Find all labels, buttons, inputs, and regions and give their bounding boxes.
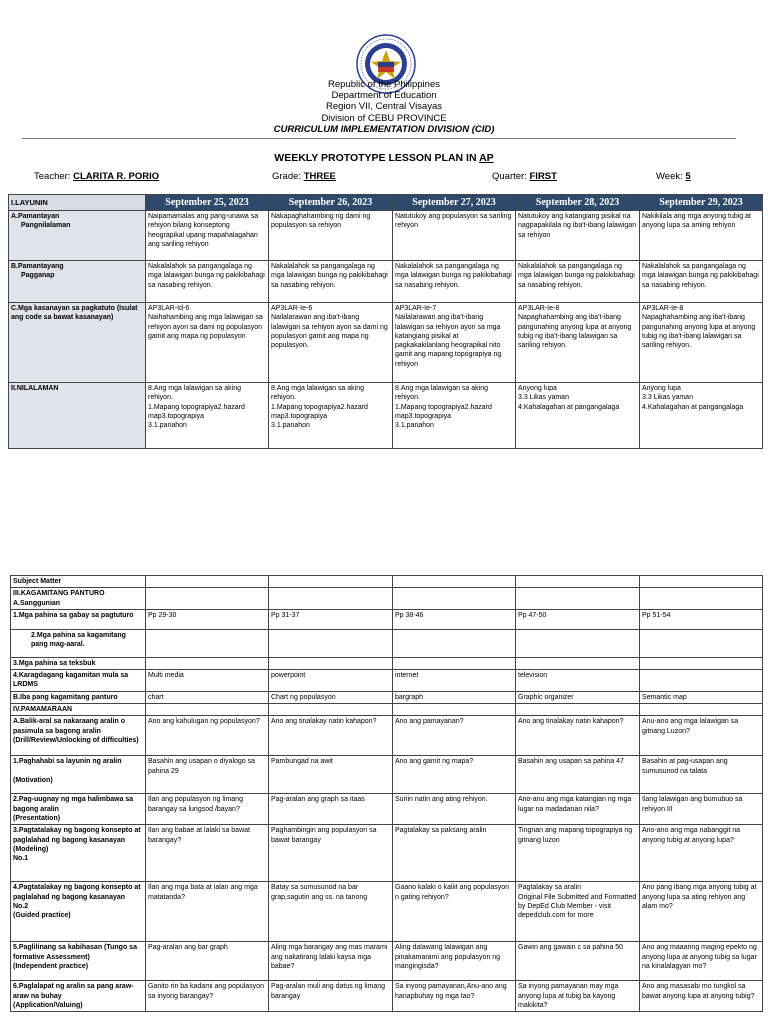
- table-cell: [640, 629, 763, 657]
- table-cell: Ano ang kahulugan ng populasyon?: [146, 716, 269, 756]
- table-cell: Ano ang maaaring maging epekto ng anyong lupa at anyong tubig sa lugar na kinalalagyan mo?: [640, 942, 763, 981]
- procedure-table: [10, 575, 763, 1012]
- table-cell: Nakalalahok sa pangangalaga ng mga lalawigan bunga ng pakikibahagi sa nasabing rehiyon.: [393, 261, 516, 303]
- department-line: Department of Education: [331, 90, 437, 101]
- title-prefix: WEEKLY PROTOTYPE LESSON PLAN IN: [274, 152, 480, 164]
- objective-row: [9, 383, 763, 449]
- procedure-row: [11, 588, 763, 610]
- table-cell: Nakalalahok sa pangangalaga ng mga lalawigan bunga ng pakikibahagi sa nasabing rehiyon.: [269, 261, 393, 303]
- table-cell: [516, 704, 640, 716]
- table-cell: Sa inyong pamayanan,Anu-ano ang hanapbuhay ng mga tao?: [393, 981, 516, 1012]
- table-cell: Pp 31-37: [269, 609, 393, 629]
- objective-row: [9, 261, 763, 303]
- table-cell: [146, 588, 269, 610]
- table-cell: [146, 576, 269, 588]
- row-label: 5.Paglilinang sa kabihasan (Tungo sa formative Assessment) (Independent practice): [11, 942, 146, 981]
- row-label-text: II.NILALAMAN: [11, 385, 59, 392]
- procedure-row: [11, 882, 763, 942]
- quarter-value: FIRST: [529, 171, 557, 182]
- table-cell: Ano pang ibang mga anyong tubig at anyong lupa sa ating rehiyon ang alam mo?: [640, 882, 763, 942]
- title-subject: AP: [479, 152, 494, 164]
- table-cell: internet: [393, 670, 516, 692]
- table-cell: AP3LAR-Ie-6 Nailalarawan ang iba't-ibang lalawigan sa rehiyon ayon sa dami ng populasyon gamit ang mapa ng populasyon.: [269, 303, 393, 383]
- table-cell: Pagtalakay sa aralin Original File Submitted and Formatted by DepEd Club Member - visit depedclub.com for more: [516, 882, 640, 942]
- table-cell: Anyong lupa 3.3 Likas yaman 4.Kahalagahan at pangangalaga: [640, 383, 763, 449]
- table-cell: Ano ang tinalakay natin kahapon?: [516, 716, 640, 756]
- table-cell: [269, 629, 393, 657]
- row-label-text: C.Mga kasanayan sa pagkatuto (Isulat ang code sa bawat kasanayan): [11, 305, 138, 322]
- table-cell: Pag-aralan muli ang datus ng limang barangay: [269, 981, 393, 1012]
- table-cell: Chart ng populasyon: [269, 691, 393, 703]
- table-cell: Aling dalawang lalawigan ang pinakamarami ang populasyon ng mangingisda?: [393, 942, 516, 981]
- row-label: [9, 261, 146, 303]
- table-cell: Ano ang gamit ng mapa?: [393, 756, 516, 794]
- table-cell: Ganito rin ba kadami ang populasyon sa inyong barangay?: [146, 981, 269, 1012]
- objective-row: [9, 211, 763, 261]
- date-header: September 29, 2023: [640, 195, 763, 211]
- procedure-row: [11, 629, 763, 657]
- table-cell: [516, 657, 640, 669]
- table-cell: Ano ang tinalakay natin kahapon?: [269, 716, 393, 756]
- date-header: September 28, 2023: [516, 195, 640, 211]
- table-cell: [393, 704, 516, 716]
- table-cell: Nakikilala ang mga anyong tubig at anyong lupa sa aming rehiyon: [640, 211, 763, 261]
- teacher-label: Teacher:: [34, 171, 74, 182]
- table-cell: Sa inyong pamayanan may mga anyong lupa at tubig ba kayong makikita?: [516, 981, 640, 1012]
- row-label-text: B.Pamantayang: [11, 263, 64, 270]
- quarter-field: [492, 171, 557, 182]
- week-value: 5: [685, 171, 691, 182]
- division-line: Division of CEBU PROVINCE: [321, 113, 447, 124]
- procedure-row: [11, 670, 763, 692]
- procedure-row: [11, 825, 763, 882]
- table-cell: chart: [146, 691, 269, 703]
- table-cell: Multi media: [146, 670, 269, 692]
- table-cell: AP3LAR-Ie-7 Nailalarawan ang iba't-ibang lalawigan sa rehiyon ayon sa mga katangiang pisikal at pagkakakilanlang heograpikal nito gamit ang mapang topograpiya ng rehiyon: [393, 303, 516, 383]
- table-cell: Pp 29-30: [146, 609, 269, 629]
- row-label: 4.Pagtatalakay ng bagong konsepto at paglalahad ng bagong kasanayan No.2 (Guided practice): [11, 882, 146, 942]
- row-label: 6.Paglalapat ng aralin sa pang araw-araw na buhay (Application/Valuing): [11, 981, 146, 1012]
- table-cell: [640, 704, 763, 716]
- table-cell: Natutukoy ang katangiang pisikal na nagpapakilala ng iba't-ibang lalawigan sa rehiyon: [516, 211, 640, 261]
- row-label: 3.Pagtatalakay ng bagong konsepto at paglalahad ng bagong kasanayan (Modeling) No.1: [11, 825, 146, 882]
- row-label: III.KAGAMITANG PANTURO A.Sanggunian: [11, 588, 146, 610]
- week-label: Week:: [656, 171, 686, 182]
- date-header-row: [9, 195, 763, 211]
- procedure-row: [11, 942, 763, 981]
- table-cell: Batay sa sumusunod na bar grap,sagutin ang ss. na tanong: [269, 882, 393, 942]
- grade-value: THREE: [303, 171, 336, 182]
- table-cell: Ano-ano ang mga nabanggit na anyong tubig at anyong lupa?: [640, 825, 763, 882]
- table-cell: powerpoint: [269, 670, 393, 692]
- table-cell: Nakalalahok sa pangangalaga ng mga lalawigan bunga ng pakikibahagi sa nasabing rehiyon.: [146, 261, 269, 303]
- region-line: Region VII, Central Visayas: [326, 101, 442, 112]
- table-cell: Naipamamalas ang pang-unawa sa rehiyon bilang konseptong heograpikal upang mapahalagahan ang sariling rehiyon: [146, 211, 269, 261]
- table-cell: [640, 576, 763, 588]
- row-label-text: Pangnilalaman: [21, 222, 71, 230]
- layunin-header: I.LAYUNIN: [9, 195, 146, 211]
- row-label: [9, 303, 146, 383]
- row-label: IV.PAMAMARAAN: [11, 704, 146, 716]
- table-cell: Pambungad na awit: [269, 756, 393, 794]
- teacher-value: CLARITA R. PORIO: [73, 171, 160, 182]
- table-cell: Gawin ang gawain c sa pahina 50: [516, 942, 640, 981]
- procedure-row: [11, 981, 763, 1012]
- table-cell: Ilan ang babae at lalaki sa bawat barangay?: [146, 825, 269, 882]
- row-label: 2.Mga pahina sa kagamitang pang mag-aaral.: [11, 629, 146, 657]
- row-label: 4.Karagdagang kagamitan mula sa LRDMS: [11, 670, 146, 692]
- procedure-row: [11, 576, 763, 588]
- procedure-row: [11, 794, 763, 825]
- table-cell: Ilang lalawigan ang bumubuo sa rehiyon III: [640, 794, 763, 825]
- header-divider: [22, 138, 736, 139]
- table-cell: [269, 704, 393, 716]
- table-cell: Pagtalakay sa paksang aralin: [393, 825, 516, 882]
- table-cell: [516, 629, 640, 657]
- table-cell: Pag-aralan ang bar graph: [146, 942, 269, 981]
- row-label: 1.Mga pahina sa gabay sa pagtuturo: [11, 609, 146, 629]
- table-cell: Natutukoy ang populasyon sa sariling rehiyon: [393, 211, 516, 261]
- table-cell: Pp 51-54: [640, 609, 763, 629]
- table-cell: [640, 588, 763, 610]
- table-cell: bargraph: [393, 691, 516, 703]
- table-cell: [516, 588, 640, 610]
- table-cell: AP3LAR-Id-6 Naihahambing ang mga lalawigan sa rehiyon ayon sa dami ng populasyon gamit ang mapa ng populasyon: [146, 303, 269, 383]
- table-cell: Ano-anu ang mga katangian ng mga lugar na madadanan nila?: [516, 794, 640, 825]
- table-cell: Ano ang masasabi mo tungkol sa bawat anyong lupa at anyong tubig?: [640, 981, 763, 1012]
- row-label: A.Balik-aral sa nakaraang aralin o pasimula sa bagong aralin (Drill/Review/Unlocking of difficulties): [11, 716, 146, 756]
- page-title: [0, 152, 768, 164]
- table-cell: [393, 657, 516, 669]
- procedure-row: [11, 704, 763, 716]
- table-cell: Pag-aralan ang graph sa itaas: [269, 794, 393, 825]
- table-cell: Suriin natin ang ating rehiyon.: [393, 794, 516, 825]
- row-label: [9, 383, 146, 449]
- procedure-row: [11, 609, 763, 629]
- grade-field: [272, 171, 336, 182]
- table-cell: [640, 657, 763, 669]
- table-cell: AP3LAR-Ie-8 Napaghahambing ang iba't-ibang pangunahing anyong lupa at anyong tubig ng iba't-ibang lalawigan sa sariling rehiyon.: [516, 303, 640, 383]
- table-cell: 8.Ang mga lalawigan sa aking rehiyon. 1.Mapang topograpiya2.hazard map3.topograpiya 3.1.panahon: [269, 383, 393, 449]
- procedure-row: [11, 756, 763, 794]
- table-cell: Paghambingin ang populasyon sa bawat barangay: [269, 825, 393, 882]
- row-label: 3.Mga pahina sa teksbuk: [11, 657, 146, 669]
- table-cell: Ilan ang mga bata at ialan ang mga matatanda?: [146, 882, 269, 942]
- table-cell: Graphic organizer: [516, 691, 640, 703]
- table-cell: television: [516, 670, 640, 692]
- procedure-row: [11, 657, 763, 669]
- table-cell: Tingnan ang mapang topograpiya ng gitnang luzon: [516, 825, 640, 882]
- date-header: September 26, 2023: [269, 195, 393, 211]
- table-cell: Anu-ano ang mga lalawigan sa gitnang Luzon?: [640, 716, 763, 756]
- quarter-label: Quarter:: [492, 171, 530, 182]
- table-cell: Nakapaghahambing ng dami ng populasyon sa rehiyon: [269, 211, 393, 261]
- table-cell: [146, 704, 269, 716]
- table-cell: [269, 576, 393, 588]
- table-cell: [516, 576, 640, 588]
- table-cell: [393, 629, 516, 657]
- row-label: 1.Paghahabi sa layunin ng aralin (Motivation): [11, 756, 146, 794]
- week-field: [656, 171, 691, 182]
- row-label: 2.Pag-uugnay ng mga halimbawa sa bagong aralin (Presentation): [11, 794, 146, 825]
- table-cell: 8.Ang mga lalawigan sa aking rehiyon. 1.Mapang topograpiya2.hazard map3.topograpiya 3.1.panahon: [146, 383, 269, 449]
- table-cell: Anyong lupa 3.3 Likas yaman 4.Kahalagahan at pangangalaga: [516, 383, 640, 449]
- table-cell: Ano ang pamayanan?: [393, 716, 516, 756]
- table-cell: Basahin ang usapan o diyalogo sa pahina 29: [146, 756, 269, 794]
- objectives-table: [8, 194, 763, 449]
- table-cell: Gaano kalaki o kaliit ang populasyon n gating rehiyon?: [393, 882, 516, 942]
- table-cell: [640, 670, 763, 692]
- cid-line: CURRICULUM IMPLEMENTATION DIVISION (CID): [273, 124, 495, 135]
- row-label: [9, 211, 146, 261]
- row-label: Subject Matter: [11, 576, 146, 588]
- table-cell: 8.Ang mga lalawigan sa aking rehiyon. 1.Mapang topograpiya2.hazard map3.topograpiya 3.1.panahon: [393, 383, 516, 449]
- table-cell: Nakalalahok sa pangangalaga ng mga lalawigan bunga ng pakikibahagi sa nasabing rehiyon.: [640, 261, 763, 303]
- table-cell: [146, 629, 269, 657]
- table-cell: [269, 588, 393, 610]
- date-header: September 27, 2023: [393, 195, 516, 211]
- row-label-text: A.Pamantayan: [11, 213, 60, 220]
- date-header: September 25, 2023: [146, 195, 269, 211]
- table-cell: Pp 47-50: [516, 609, 640, 629]
- table-cell: [269, 657, 393, 669]
- republic-line: Republic of the Philippines: [328, 79, 440, 90]
- row-label: B.Iba pang kagamitang panturo: [11, 691, 146, 703]
- table-cell: Aling mga barangay ang mas marami ang nakatirang lalaki kaysa mga babae?: [269, 942, 393, 981]
- table-cell: AP3LAR-Ie-8 Napaghahambing ang iba't-ibang pangunahing anyong lupa at anyong tubig ng iba't-ibang lalawigan sa sariling rehiyon.: [640, 303, 763, 383]
- grade-label: Grade:: [272, 171, 304, 182]
- objective-row: [9, 303, 763, 383]
- procedure-row: [11, 716, 763, 756]
- row-label-text: Pagganap: [21, 272, 55, 280]
- table-cell: Basahin ang usapan sa pahina 47: [516, 756, 640, 794]
- table-cell: Basahin at pag-usapan ang sumusunod na talata: [640, 756, 763, 794]
- table-cell: [393, 576, 516, 588]
- teacher-field: [34, 171, 159, 182]
- table-cell: Nakalalahok sa pangangalaga ng mga lalawigan bunga ng pakikibahagi sa nasabing rehiyon.: [516, 261, 640, 303]
- table-cell: Semantic map: [640, 691, 763, 703]
- table-cell: [146, 657, 269, 669]
- table-cell: Ilan ang populasyon ng limang barangay sa lungsod /bayan?: [146, 794, 269, 825]
- table-cell: Pp 38-46: [393, 609, 516, 629]
- procedure-row: [11, 691, 763, 703]
- table-cell: [393, 588, 516, 610]
